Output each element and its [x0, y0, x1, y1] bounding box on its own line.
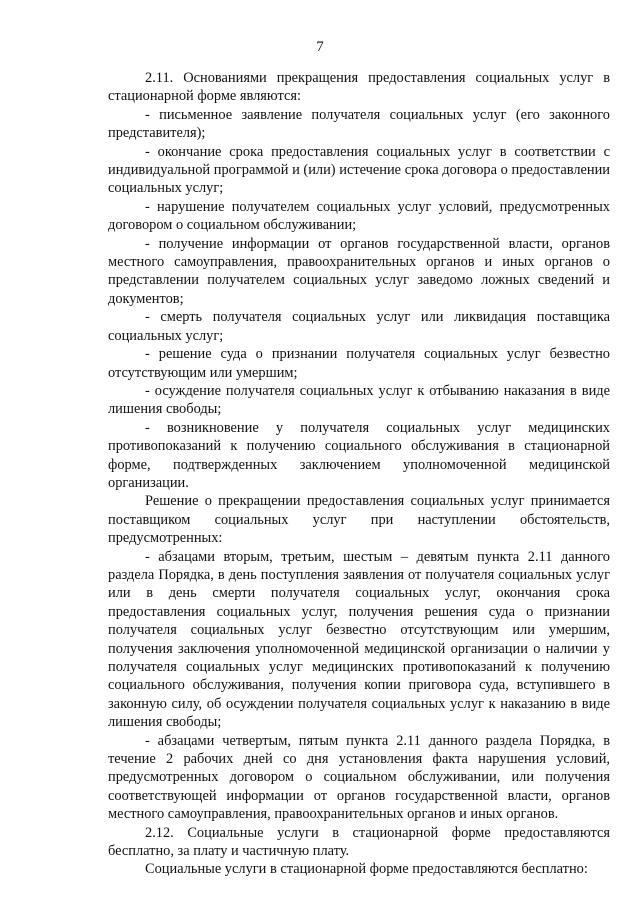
- paragraph-2-11-heading: 2.11. Основаниями прекращения предоставления социальных услуг в стационарной форме являются:: [108, 70, 610, 105]
- list-item: - осуждение получателя социальных услуг к отбыванию наказания в виде лишения свободы;: [108, 382, 610, 418]
- list-item: - письменное заявление получателя социальных услуг (его законного представителя);: [108, 106, 610, 142]
- list-item: - смерть получателя социальных услуг или ликвидация поставщика социальных услуг;: [108, 309, 610, 344]
- list-item: - абзацами четвертым, пятым пункта 2.11 данного раздела Порядка, в течение 2 рабочих дней со дня установления факта нарушения условий, предусмотренных договором о социальном обслуживании, или получения соответствующей информации от органов государственной власти, органов местного самоуправления, правоохранительных органов и иных органов.: [108, 732, 610, 823]
- list-item: - абзацами вторым, третьим, шестым – девятым пункта 2.11 данного раздела Порядка, в день поступления заявления от получателя социальных услуг или в день смерти получателя социальных услуг, окончания срока предоставления социальных услуг, получения решения суда о признании получателя социальных услуг безвестно отсутствующим или умершим, получения заключения уполномоченной медицинской организации о наличии у получателя социальных услуг медицинских противопоказаний к получению социального обслуживания, получения копии приговора суда, вступившего в законную силу, об осуждении получателя социальных услуг к наказанию в виде лишения свободы;: [108, 548, 610, 731]
- list-item: - возникновение у получателя социальных услуг медицинских противопоказаний к получению социального обслуживания в стационарной форме, подтвержденных заключением уполномоченной медицинской организации.: [108, 419, 610, 491]
- list-item: - получение информации от органов государственной власти, органов местного самоуправления, правоохранительных органов и иных органов о представлении получателем социальных услуг заведомо ложных сведений и документов;: [108, 235, 610, 307]
- list-item: - нарушение получателем социальных услуг условий, предусмотренных договором о социальном обслуживании;: [108, 198, 610, 234]
- decision-paragraph: Решение о прекращении предоставления социальных услуг принимается поставщиком социальных услуг при наступлении обстоятельств, предусмотренных:: [108, 493, 610, 547]
- list-item: - решение суда о признании получателя социальных услуг безвестно отсутствующим или умершим;: [108, 346, 610, 381]
- list-item: - окончание срока предоставления социальных услуг в соответствии с индивидуальной программой и (или) истечение срока договора о предоставлении социальных услуг;: [108, 143, 610, 197]
- paragraph-2-12: 2.12. Социальные услуги в стационарной форме предоставляются бесплатно, за плату и частичную плату.: [108, 824, 610, 860]
- free-services-paragraph: Социальные услуги в стационарной форме предоставляются бесплатно:: [145, 861, 588, 878]
- document-body: [108, 69, 610, 879]
- page-number: 7: [316, 39, 324, 55]
